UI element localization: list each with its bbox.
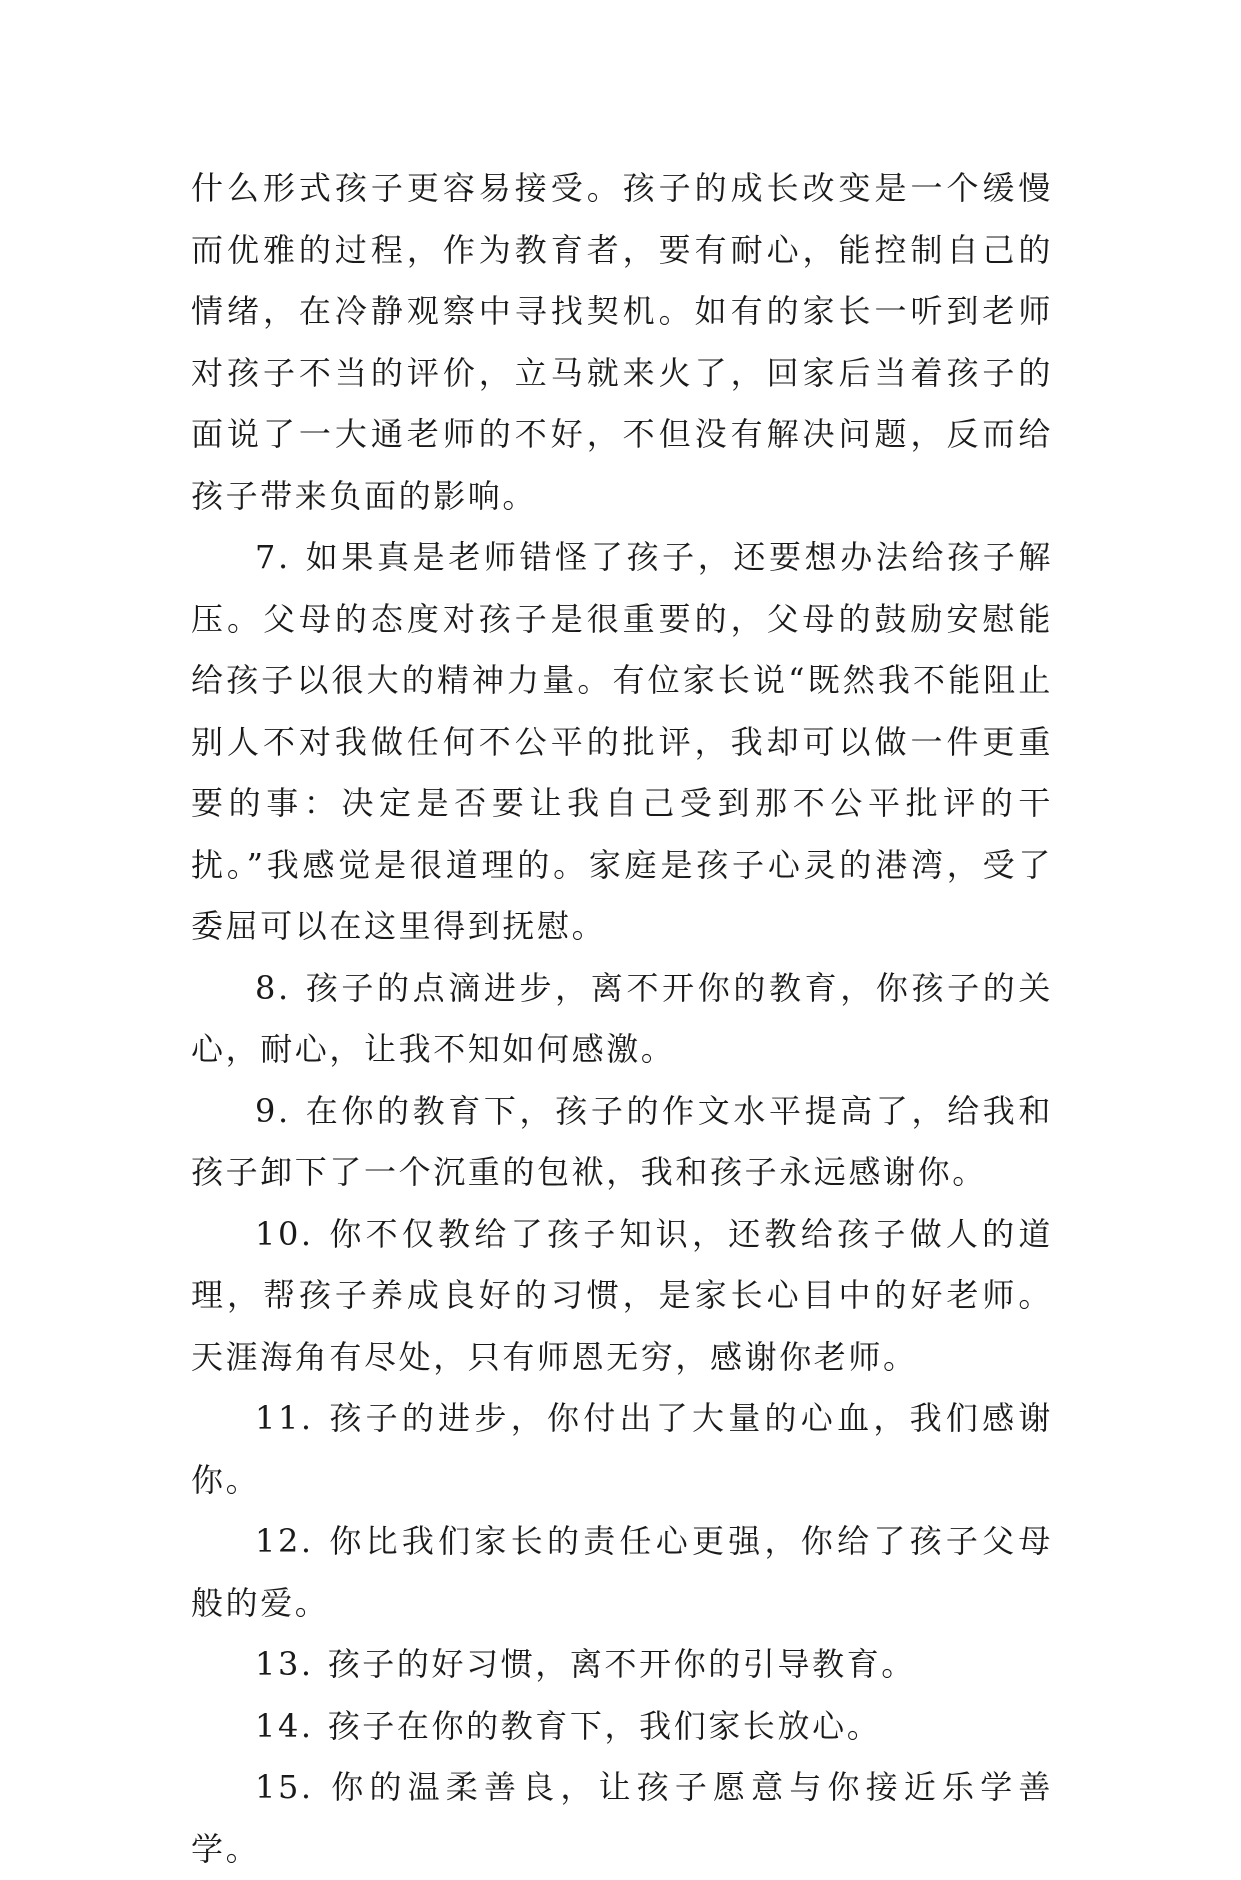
paragraph-item-14 (191, 1696, 1053, 1758)
paragraph-text: 什么形式孩子更容易接受。孩子的成长改变是一个缓慢而优雅的过程，作为教育者，要有耐心，能控制自己的情绪，在冷静观察中寻找契机。如有的家长一听到老师对孩子不当的评价，立马就来火了，回家后当着孩子的面说了一大通老师的不好，不但没有解决问题，反而给孩子带来负面的影响。 (191, 169, 1053, 515)
paragraph-item-13 (191, 1634, 1053, 1696)
paragraph-item-7 (191, 527, 1053, 958)
paragraph-item-9 (191, 1081, 1053, 1204)
paragraph-text: 孩子在你的教育下，我们家长放心。 (327, 1706, 882, 1745)
paragraph-text: 孩子的点滴进步，离不开你的教育，你孩子的关心，耐心，让我不知如何感激。 (191, 968, 1053, 1068)
paragraph-text: 孩子的好习惯，离不开你的引导教育。 (327, 1645, 916, 1683)
item-number: 15. (255, 1768, 314, 1806)
paragraph-text: 你的温柔善良，让孩子愿意与你接近乐学善学。 (191, 1768, 1053, 1868)
item-number: 11. (255, 1399, 314, 1437)
paragraph-text: 你不仅教给了孩子知识，还教给孩子做人的道理，帮孩子养成良好的习惯，是家长心目中的好老师。天涯海角有尽处，只有师恩无穷，感谢你老师。 (191, 1214, 1053, 1376)
paragraph-continued (191, 158, 1053, 527)
item-number: 13. (255, 1645, 314, 1683)
item-number: 8. (255, 968, 291, 1007)
document-body (191, 158, 1053, 1880)
paragraph-text: 在你的教育下，孩子的作文水平提高了，给我和孩子卸下了一个沉重的包袱，我和孩子永远感谢你。 (191, 1091, 1053, 1191)
paragraph-text: 如果真是老师错怪了孩子，还要想办法给孩子解压。父母的态度对孩子是很重要的，父母的鼓励安慰能给孩子以很大的精神力量。有位家长说“既然我不能阻止别人不对我做任何不公平的批评，我却可以做一件更重要的事：决定是否要让我自己受到那不公平批评的干扰。”我感觉是很道理的。家庭是孩子心灵的港湾，受了委屈可以在这里得到抚慰。 (191, 538, 1053, 945)
paragraph-text: 你比我们家长的责任心更强，你给了孩子父母般的爱。 (191, 1522, 1053, 1622)
item-number: 9. (255, 1091, 291, 1130)
paragraph-item-10 (191, 1204, 1053, 1389)
item-number: 7. (255, 538, 291, 576)
paragraph-item-11 (191, 1388, 1053, 1511)
paragraph-item-15 (191, 1757, 1053, 1880)
paragraph-text: 孩子的进步，你付出了大量的心血，我们感谢你。 (191, 1399, 1053, 1499)
item-number: 12. (255, 1522, 314, 1560)
paragraph-item-12 (191, 1511, 1053, 1634)
paragraph-item-8 (191, 958, 1053, 1081)
item-number: 10. (255, 1214, 314, 1253)
item-number: 14. (255, 1706, 314, 1745)
